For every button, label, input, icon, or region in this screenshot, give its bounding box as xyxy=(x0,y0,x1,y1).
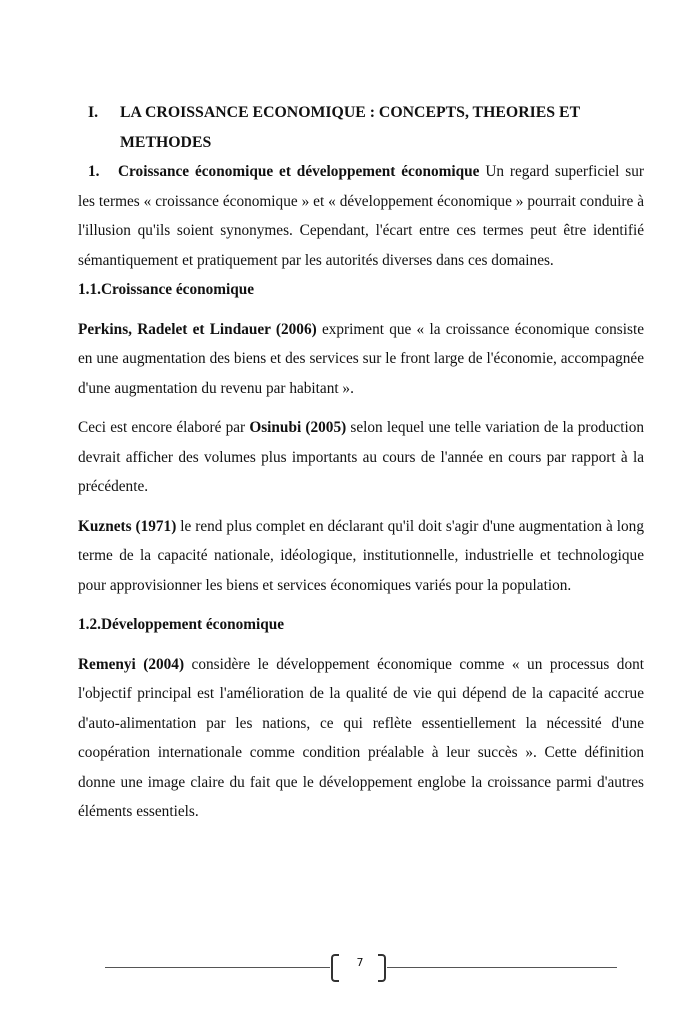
paragraph-kuznets xyxy=(78,512,644,601)
section-title: LA CROISSANCE ECONOMIQUE : CONCEPTS, THEORIES ET METHODES xyxy=(120,104,580,151)
heading-1-1: 1.1.Croissance économique xyxy=(78,281,255,298)
citation-osinubi: Osinubi (2005) xyxy=(249,419,347,436)
footer-rule-left xyxy=(105,967,330,968)
heading-1-2: 1.2.Développement économique xyxy=(78,616,285,633)
paragraph-text: expriment que « la croissance économique consiste en une augmentation des biens et des services sur le front large de l'économie, accompagnée d'une augmentation du revenu par habitant ». xyxy=(78,320,645,397)
section-number: I. xyxy=(88,104,99,121)
subsection-intro-text: Un regard superficiel sur les termes « croissance économique » et « développement économique » pourrait conduire à l'illusion qu'ils soient synonymes. Cependant, l'écart entre ces termes peut être identifié sémantiquement et pratiquement par les autorités diverses dans ces domaines. xyxy=(78,163,645,269)
paragraph-text: considère le développement économique comme « un processus dont l'objectif principal est l'amélioration de la qualité de vie qui dépend de la capacité accrue d'auto-alimentation par les nations, ce qui reflète essentiellement la nécessité d'une coopération internationale comme condition préalable à leur succès ». Cette définition donne une image claire du fait que le développement englobe la croissance parmi d'autres éléments essentiels. xyxy=(78,655,644,820)
page-number: 7 xyxy=(356,956,364,969)
paragraph-osinubi xyxy=(78,413,644,502)
page-content xyxy=(78,98,644,827)
right-brace-icon xyxy=(378,954,386,982)
paragraph-perkins xyxy=(78,315,644,404)
left-brace-icon xyxy=(331,954,339,982)
page-footer xyxy=(105,952,617,982)
footer-rule-right xyxy=(387,967,617,968)
citation-kuznets: Kuznets (1971) xyxy=(78,517,177,535)
subsection-1-paragraph xyxy=(78,157,644,275)
citation-perkins: Perkins, Radelet et Lindauer (2006) xyxy=(78,320,317,338)
subsection-number: 1. xyxy=(88,163,100,180)
paragraph-lead: Ceci est encore élaboré par xyxy=(78,419,250,436)
section-heading xyxy=(78,98,644,157)
citation-remenyi: Remenyi (2004) xyxy=(78,655,185,673)
paragraph-text: le rend plus complet en déclarant qu'il doit s'agir d'une augmentation à long terme de la capacité nationale, idéologique, institutionnelle, industrielle et technologique pour approvisionner les biens et services économiques variés pour la population. xyxy=(78,517,644,594)
paragraph-remenyi xyxy=(78,650,644,827)
subsection-title: Croissance économique et développement économique xyxy=(118,163,480,180)
paragraph-text: selon lequel une telle variation de la production devrait afficher des volumes plus importants au cours de l'année en cours par rapport à la précédente. xyxy=(78,419,644,495)
